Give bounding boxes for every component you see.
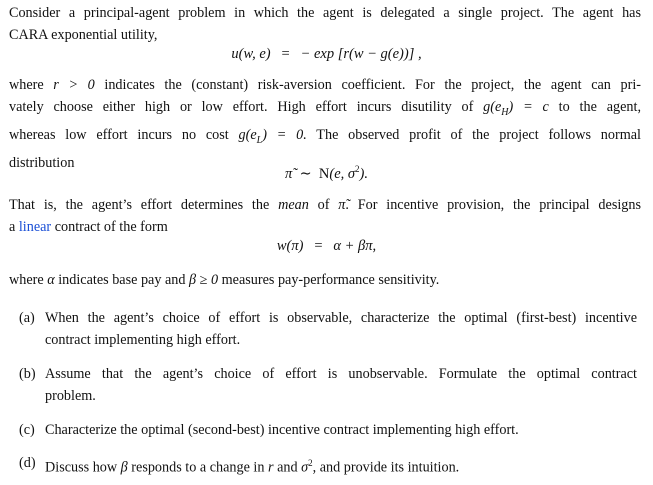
intro-paragraph (9, 2, 641, 46)
distribution-n: N (318, 165, 330, 182)
distribution-equation: π̃ ∼ N(e, $\sigma^2$). (284, 164, 369, 182)
item-label: (d) (19, 455, 36, 471)
item-label: (b) (19, 366, 36, 382)
item-label: (c) (19, 422, 35, 438)
contract-rhs: α + βπ, (333, 238, 377, 254)
basepay-line: where α indicates base pay and β ≥ 0 measures pay-performance sensitivity. (9, 272, 440, 288)
effort-line-4: distribution (9, 154, 75, 171)
item-label: (a) (19, 310, 35, 326)
contract-lhs: w(π) (276, 238, 304, 254)
basepay-paragraph (9, 269, 641, 291)
utility-lhs: u(w, e) (231, 46, 271, 62)
mean-emphasis: mean (278, 197, 309, 213)
item-a-line-1: When the agent’s choice of effort is observable, characterize the optimal (first-best) incentive (45, 310, 637, 326)
utility-rhs: − exp [r(w − g(e))] , (300, 46, 422, 62)
linear-link[interactable]: linear (18, 219, 52, 235)
intro-line-1: Consider a principal-agent problem in which the agent is delegated a single project. The agent has (9, 5, 641, 21)
item-b-line-2: problem. (45, 388, 96, 404)
utility-equation (0, 46, 653, 63)
item-d-line-1: Discuss how β responds to a change in r and $\sigma^2$, and provide its intuition. (45, 458, 460, 476)
effort-line-1: where r > 0 indicates the (constant) risk-aversion coefficient. For the project, the agent can pri- (9, 77, 641, 93)
contract-equals: = (314, 238, 323, 254)
item-c-line-1: Characterize the optimal (second-best) incentive contract implementing high effort. (45, 422, 519, 438)
effort-paragraph (9, 74, 641, 174)
contract-paragraph (9, 194, 641, 238)
contract-equation (0, 238, 653, 255)
item-b-line-1: Assume that the agent’s choice of effort is unobservable. Formulate the optimal contract (45, 366, 637, 382)
distribution-lhs: π̃ (284, 165, 293, 182)
intro-line-2: CARA exponential utility, (9, 27, 158, 43)
effort-line-3: whereas low effort incurs no cost $g(e_L) = 0$. The observed profit of the project follows normal (9, 126, 641, 146)
distribution-sim: ∼ (299, 165, 312, 182)
contract-line-2: a linear contract of the form (9, 219, 168, 235)
utility-equals: = (281, 46, 290, 62)
effort-line-2: vately choose either high or low effort. High effort incurs disutility of $g(e_H) = c$ to the agent, (9, 99, 641, 118)
contract-line-1: That is, the agent’s effort determines the mean of π̃. For incentive provision, the principal designs (9, 197, 641, 213)
item-a-line-2: contract implementing high effort. (45, 332, 241, 348)
